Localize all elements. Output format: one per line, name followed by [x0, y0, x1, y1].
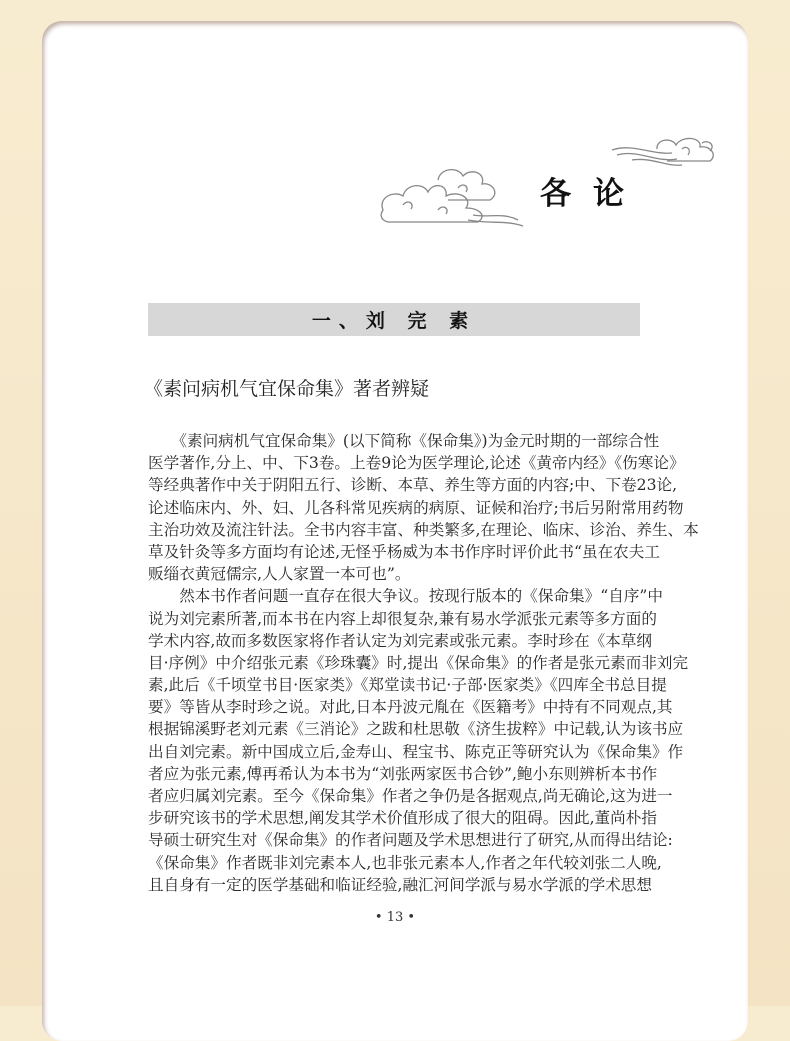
text-line: 步研究该书的学术思想,阐发其学术价值形成了很大的阻碍。因此,董尚朴指: [148, 809, 657, 828]
paragraph: [148, 430, 699, 585]
text-line: 要》等皆从李时珍之说。对此,日本丹波元胤在《医籍考》中持有不同观点,其: [148, 698, 673, 717]
article-body: [148, 430, 699, 896]
text-line: 且自身有一定的医学基础和临证经验,融汇河间学派与易水学派的学术思想: [148, 875, 652, 894]
cloud-ornament-left: [378, 160, 528, 230]
section-heading: 一、刘 完 素: [311, 310, 477, 332]
text-line: 草及针灸等多方面均有论述,无怪乎杨威为本书作序时评价此书“虽在农夫工: [148, 542, 660, 561]
text-line: 贩缁衣黄冠儒宗,人人家置一本可也”。: [148, 565, 411, 584]
text-line: 说为刘完素所著,而本书在内容上却很复杂,兼有易水学派张元素等多方面的: [148, 609, 657, 628]
text-line: 导硕士研究生对《保命集》的作者问题及学术思想进行了研究,从而得出结论:: [148, 831, 673, 850]
text-line: 目·序例》中介绍张元素《珍珠囊》时,提出《保命集》的作者是张元素而非刘完: [148, 653, 689, 672]
article-subtitle: 《素问病机气宜保命集》著者辨疑: [144, 378, 430, 400]
text-line: 者应归属刘完素。至今《保命集》作者之争仍是各据观点,尚无确论,这为进一: [148, 787, 673, 805]
text-line: 出自刘完素。新中国成立后,金寿山、程宝书、陈克正等研究认为《保命集》作: [148, 742, 684, 761]
text-line: 《素问病机气宜保命集》(以下简称《保命集》)为金元时期的一部综合性: [148, 432, 660, 450]
text-line: 素,此后《千顷堂书目·医家类》《郑堂读书记·子部·医家类》《四库全书总目提: [148, 676, 667, 695]
section-heading-bar: [148, 303, 640, 336]
text-line: 主治功效及流注针法。全书内容丰富、种类繁多,在理论、临床、诊治、养生、本: [148, 520, 699, 539]
text-line: 等经典著作中关于阴阳五行、诊断、本草、养生等方面的内容;中、下卷23论,: [148, 476, 678, 495]
chapter-title: 各论: [540, 176, 646, 212]
text-line: 论述临床内、外、妇、儿各科常见疾病的病原、证候和治疗;书后另附常用药物: [148, 498, 684, 517]
text-line: 者应为张元素,傅再希认为本书为“刘张两家医书合钞”,鲍小东则辨析本书作: [148, 764, 658, 783]
text-line: 医学著作,分上、中、下3卷。上卷9论为医学理论,论述《黄帝内经》《伤寒论》: [148, 454, 685, 473]
text-line: 然本书作者问题一直存在很大争议。按现行版本的《保命集》“自序”中: [148, 587, 663, 606]
text-line: 根据锦溪野老刘元素《三消论》之跋和杜思敬《济生拔粹》中记载,认为该书应: [148, 720, 684, 739]
page-number: • 13 •: [374, 910, 416, 925]
text-line: 《保命集》作者既非刘完素本人,也非张元素本人,作者之年代较刘张二人晚,: [148, 853, 662, 872]
paragraph: [148, 585, 689, 896]
text-line: 学术内容,故而多数医家将作者认定为刘完素或张元素。李时珍在《本草纲: [148, 631, 652, 650]
